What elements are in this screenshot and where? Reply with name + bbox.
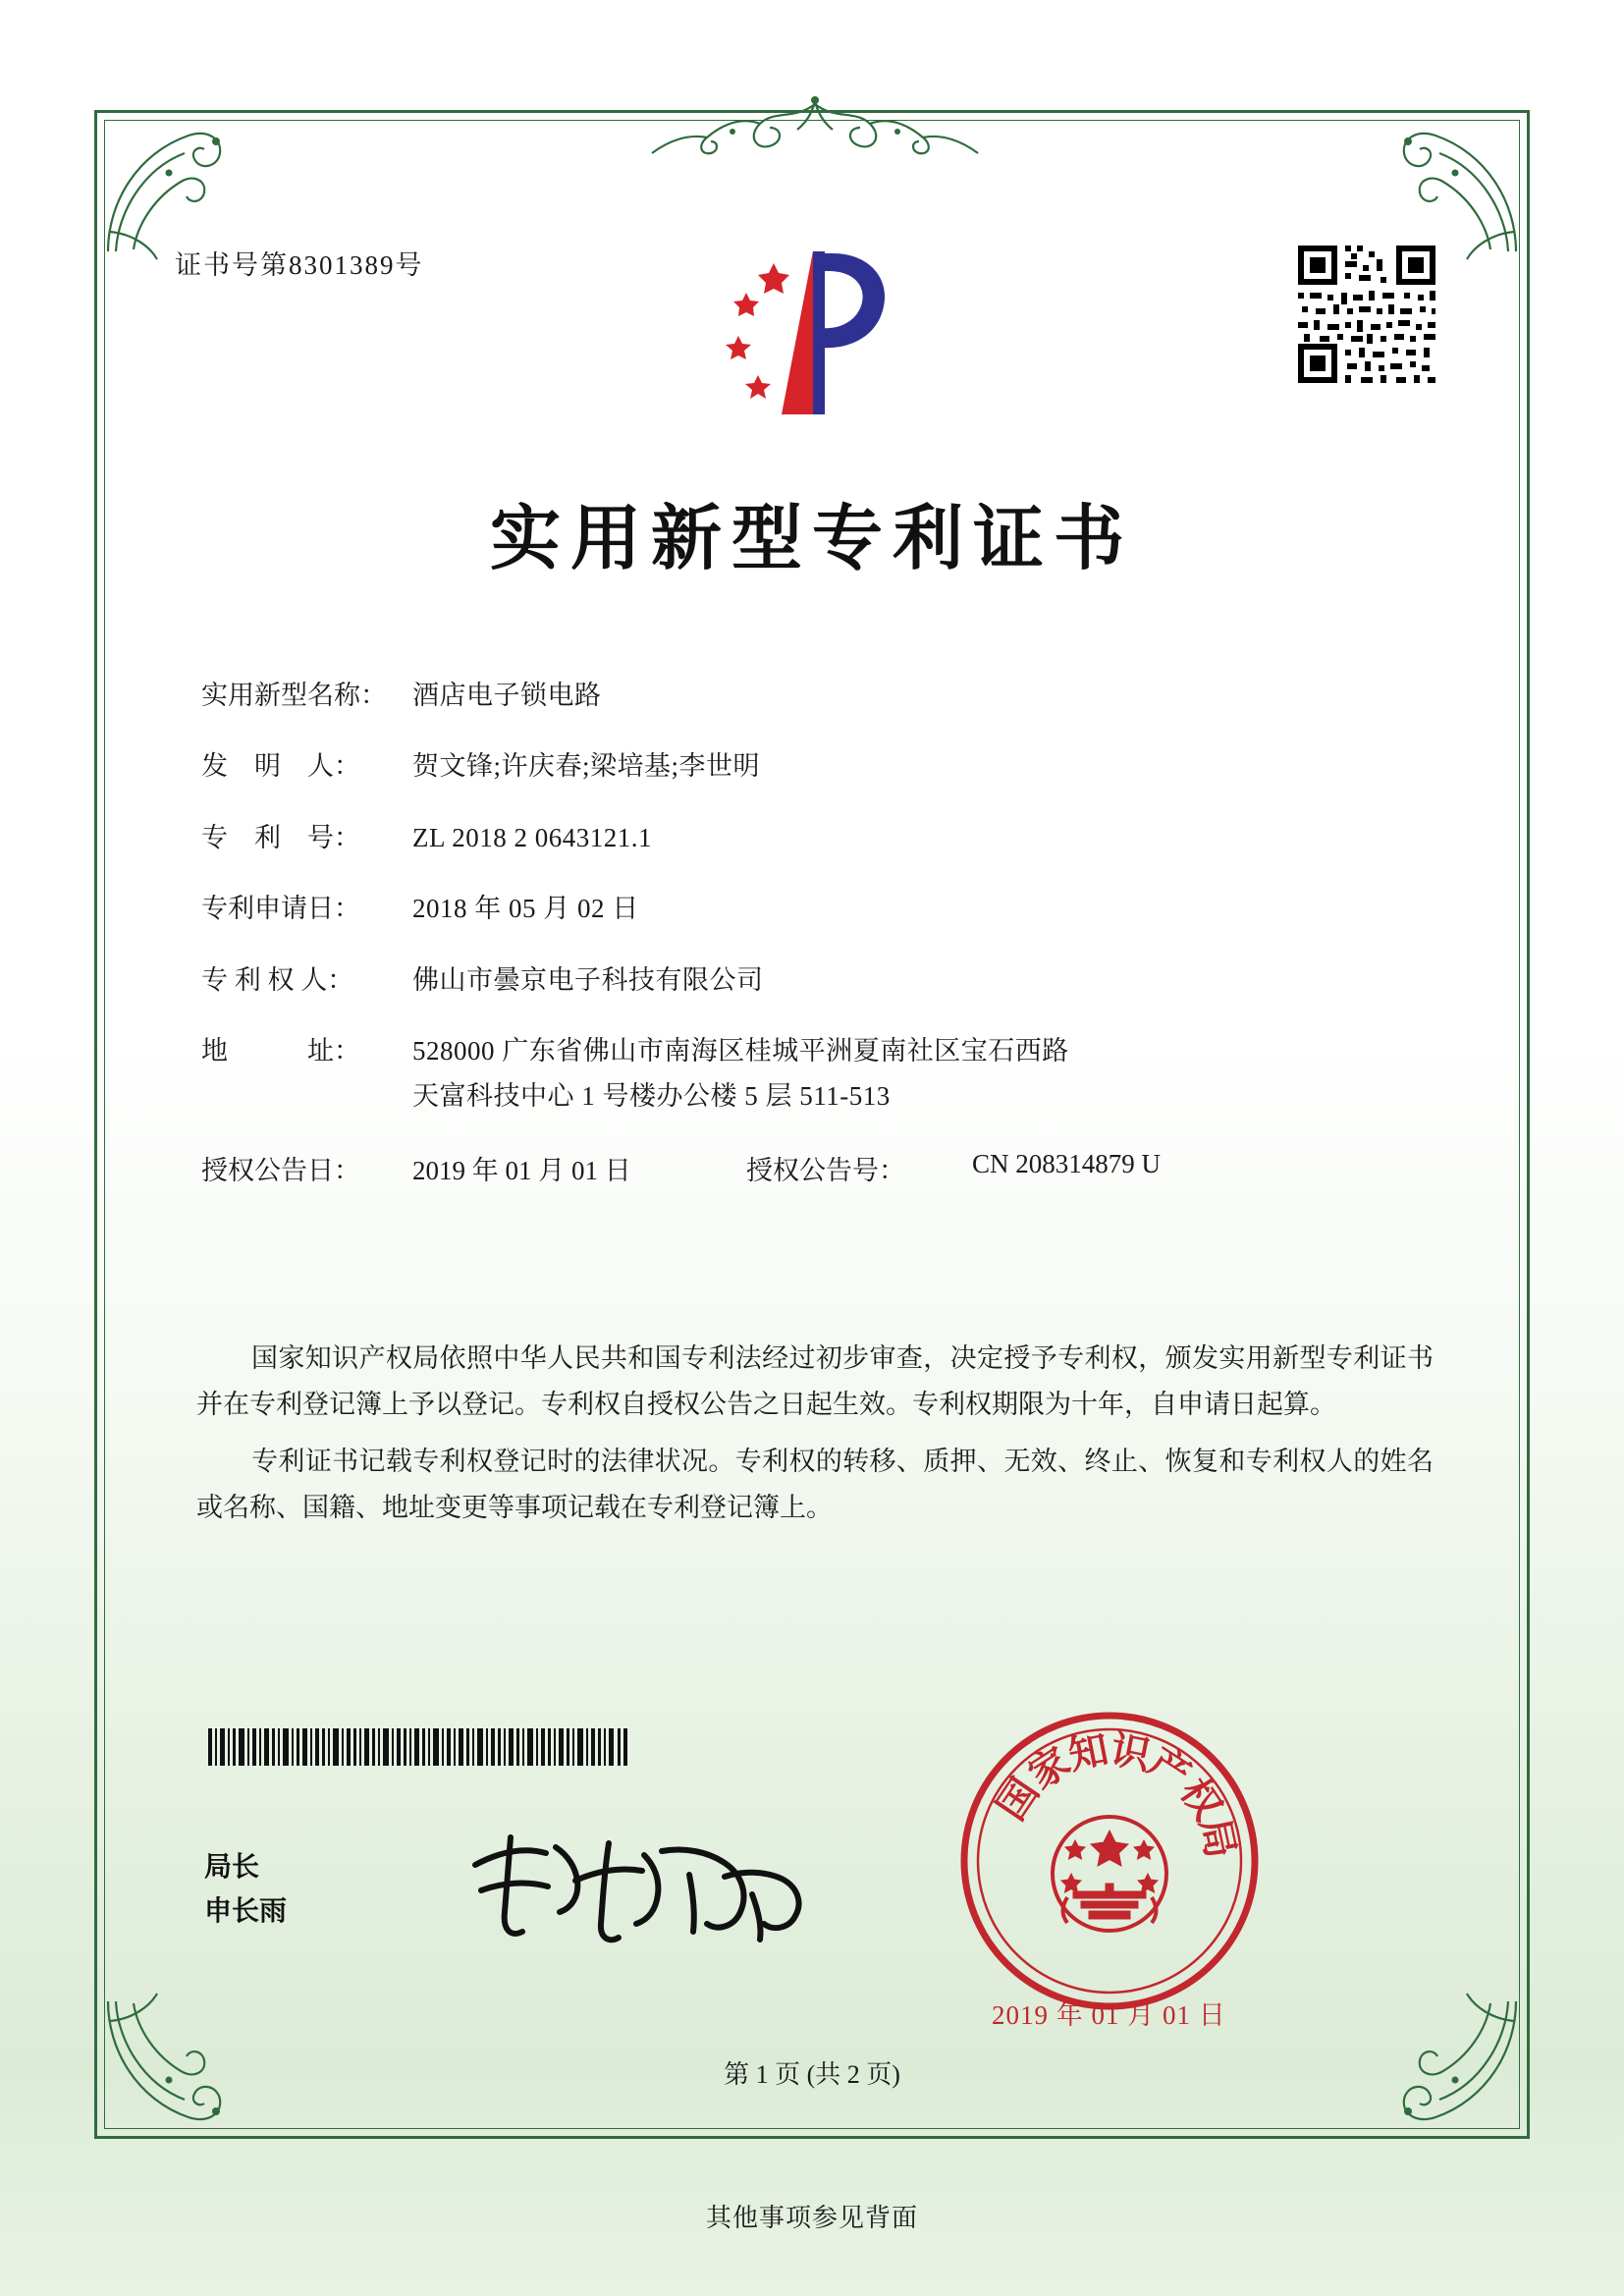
field-value: 酒店电子锁电路 bbox=[412, 681, 602, 710]
page-number: 第 1 页 (共 2 页) bbox=[724, 2060, 900, 2089]
paragraph-1: 国家知识产权局依照中华人民共和国专利法经过初步审查，决定授予专利权，颁发实用新型专利证书并在专利登记簿上予以登记。专利权自授权公告之日起生效。专利权期限为十年，自申请日起算。 bbox=[196, 1343, 1434, 1420]
top-ornament-icon bbox=[550, 94, 1080, 163]
field-value: 佛山市曇京电子科技有限公司 bbox=[412, 964, 764, 995]
grant-row bbox=[201, 1149, 1429, 1187]
page-title: 实用新型专利证书 bbox=[489, 496, 1134, 579]
field-label: 专 利 权 人： bbox=[201, 964, 354, 995]
paragraph-2: 专利证书记载专利权登记时的法律状况。专利权的转移、质押、无效、终止、恢复和专利权人的姓名或名称、国籍、地址变更等事项记载在专利登记簿上。 bbox=[196, 1446, 1434, 1522]
fields-block bbox=[201, 678, 1429, 1221]
handwritten-signature-icon bbox=[461, 1822, 815, 1954]
address-line-1: 528000 广东省佛山市南海区桂城平洲夏南社区宝石西路 bbox=[412, 1036, 1069, 1066]
address-value bbox=[412, 1033, 1429, 1114]
cnipa-logo-icon bbox=[697, 246, 933, 422]
field-label: 实用新型名称： bbox=[201, 681, 387, 710]
svg-text:国: 国 bbox=[988, 1770, 1049, 1829]
signature-block bbox=[204, 1846, 287, 1935]
svg-text:知: 知 bbox=[1064, 1725, 1112, 1779]
grant-number-label: 授权公告号： bbox=[746, 1156, 905, 1186]
grant-date-label: 授权公告日： bbox=[201, 1156, 360, 1186]
qr-code-icon bbox=[1294, 242, 1439, 387]
field-value: 2018 年 05 月 02 日 bbox=[412, 894, 639, 924]
svg-text:权: 权 bbox=[1170, 1770, 1231, 1829]
legal-text-block bbox=[196, 1336, 1434, 1541]
svg-text:识: 识 bbox=[1107, 1725, 1155, 1779]
certificate-number: 证书号第8301389号 bbox=[175, 250, 424, 280]
grant-number-value: CN 208314879 U bbox=[972, 1149, 1162, 1179]
seal-date: 2019 年 01 月 01 日 bbox=[992, 2000, 1226, 2030]
svg-text:局: 局 bbox=[1190, 1814, 1245, 1863]
field-row bbox=[201, 962, 1429, 998]
field-value: 贺文锋;许庆春;梁培基;李世明 bbox=[412, 751, 761, 782]
svg-text:家: 家 bbox=[1020, 1738, 1079, 1799]
field-row bbox=[201, 748, 1429, 784]
field-row bbox=[201, 678, 1429, 713]
grant-date-value: 2019 年 01 月 01 日 bbox=[412, 1156, 631, 1186]
field-label: 发 明 人： bbox=[201, 751, 360, 782]
field-row bbox=[201, 891, 1429, 926]
corner-ornament-icon bbox=[1379, 114, 1526, 261]
back-side-note: 其他事项参见背面 bbox=[705, 2204, 918, 2232]
address-line-2: 天富科技中心 1 号楼办公楼 5 层 511-513 bbox=[412, 1080, 891, 1111]
field-row bbox=[201, 820, 1429, 855]
svg-text:产: 产 bbox=[1140, 1738, 1199, 1799]
director-title: 局长 bbox=[204, 1852, 260, 1883]
director-name: 申长雨 bbox=[204, 1895, 288, 1927]
national-emblem-red-seal-icon bbox=[957, 1709, 1262, 2013]
field-value: ZL 2018 2 0643121.1 bbox=[412, 822, 652, 852]
address-label: 地 址： bbox=[201, 1036, 360, 1066]
field-label: 专 利 号： bbox=[201, 822, 360, 852]
corner-ornament-icon bbox=[98, 114, 245, 261]
field-label: 专利申请日： bbox=[201, 894, 360, 924]
barcode-icon bbox=[208, 1728, 630, 1766]
address-row bbox=[201, 1033, 1429, 1114]
